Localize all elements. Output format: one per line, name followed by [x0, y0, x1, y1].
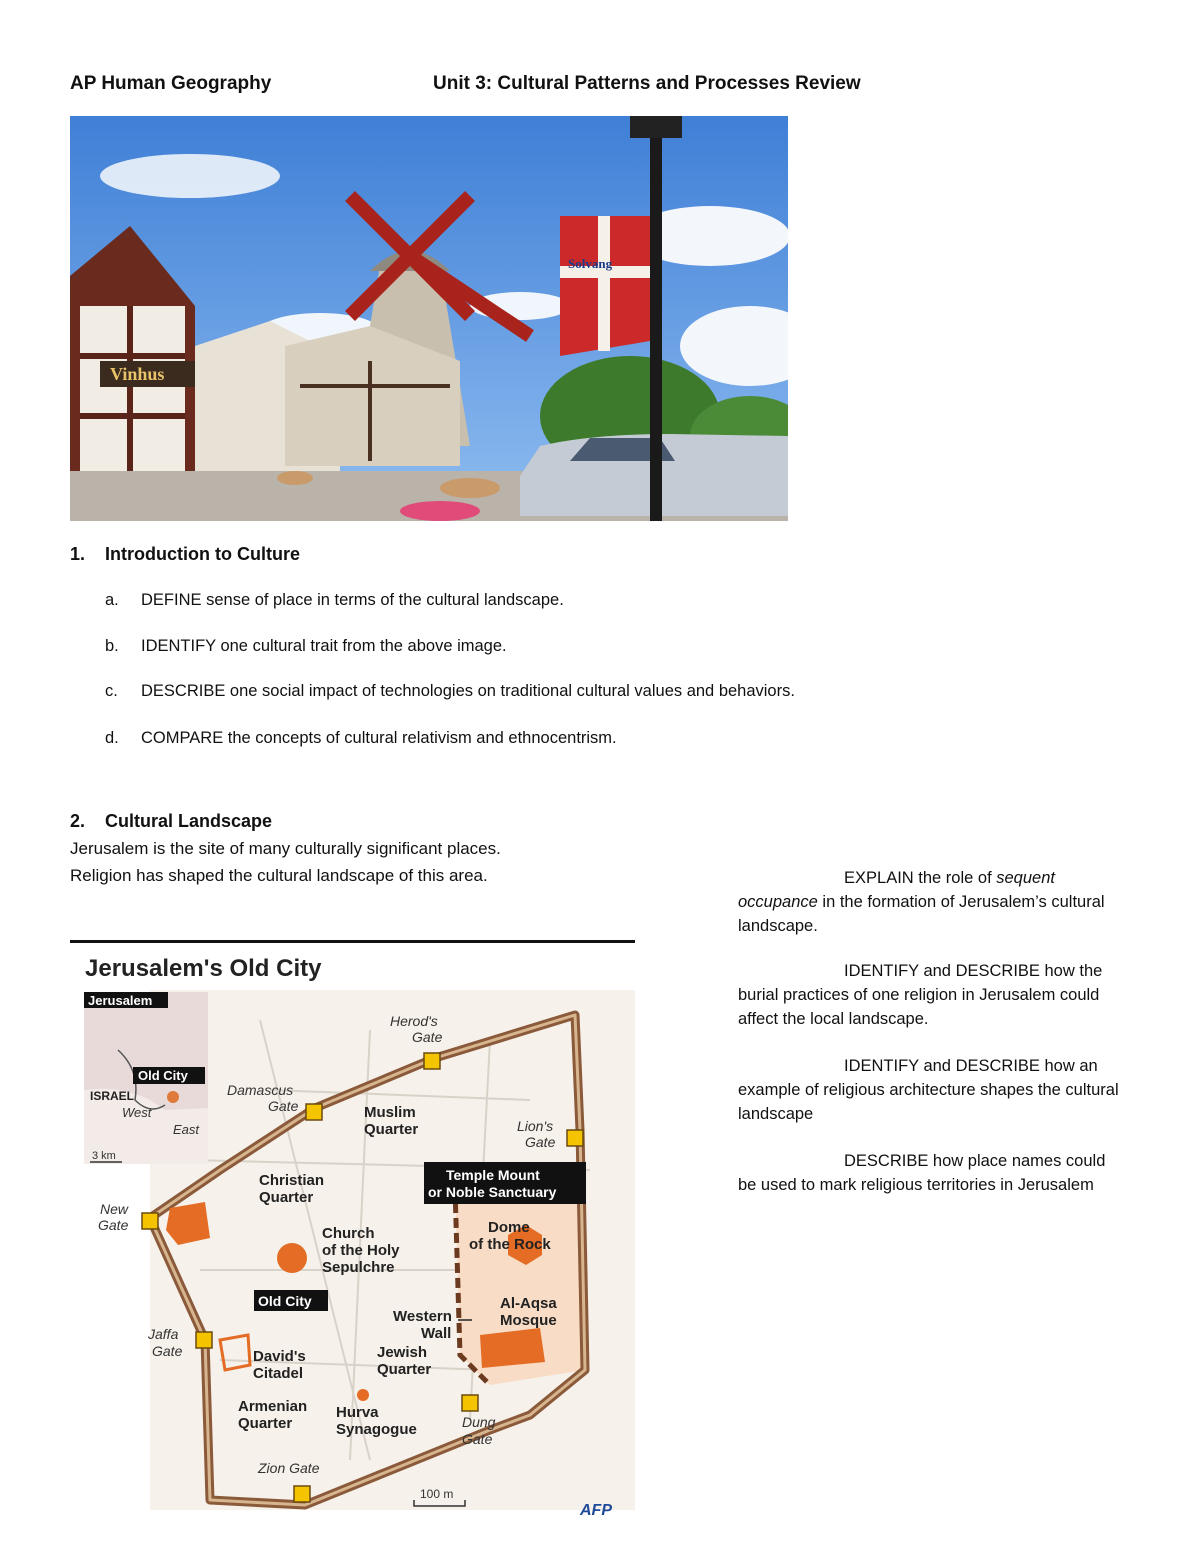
- prompt-burial-practices: [738, 959, 1123, 1031]
- prompt-emphasis: sequent occupance: [738, 869, 1055, 911]
- inset-label: Jerusalem: [88, 993, 153, 1008]
- afp-logo: AFP: [580, 1502, 612, 1519]
- solvang-photo: [70, 116, 788, 521]
- solvang-banner-text: Solvang: [568, 256, 613, 271]
- label-dome-1: Dome: [488, 1219, 530, 1236]
- label-church-2: of the Holy: [322, 1242, 400, 1259]
- section-1-item-c: [105, 682, 795, 701]
- prompt-sequent-occupance: [738, 866, 1123, 938]
- gate-lions: Lion's: [517, 1118, 554, 1134]
- label-western-1: Western: [393, 1308, 452, 1325]
- prompt-text: IDENTIFY and DESCRIBE how the burial practices of one religion in Jerusalem could affect the local landscape.: [738, 962, 1103, 1028]
- prompt-religious-architecture: [738, 1054, 1123, 1126]
- prompt-text: IDENTIFY and DESCRIBE how an example of religious architecture shapes the cultural landscape: [738, 1057, 1119, 1123]
- gate-jaffa: Jaffa: [148, 1326, 179, 1342]
- prompt-text: EXPLAIN the role of: [844, 869, 997, 887]
- section-2-number: 2.: [70, 811, 86, 831]
- gate-lions-2: Gate: [525, 1134, 556, 1150]
- gate-herods: Herod's: [390, 1013, 438, 1029]
- label-jewish-1: Jewish: [377, 1344, 428, 1361]
- item-text: DESCRIBE one social impact of technologies on traditional cultural values and behaviors.: [141, 682, 795, 700]
- label-armenian-1: Armenian: [238, 1398, 308, 1415]
- inset-israel: ISRAEL: [90, 1089, 135, 1103]
- label-noble-sanctuary: or Noble Sanctuary: [428, 1184, 557, 1200]
- label-alaqsa-2: Mosque: [500, 1312, 557, 1329]
- gate-damascus-2: Gate: [268, 1098, 299, 1114]
- label-hurva-1: Hurva: [336, 1404, 379, 1421]
- item-letter: d.: [105, 729, 119, 747]
- gate-new-2: Gate: [98, 1217, 129, 1233]
- label-temple-mount: Temple Mount: [446, 1167, 540, 1183]
- label-muslim-1: Muslim: [364, 1104, 416, 1121]
- inset-scale: 3 km: [92, 1150, 116, 1162]
- gate-dung-2: Gate: [462, 1431, 493, 1447]
- label-church-1: Church: [322, 1225, 375, 1242]
- item-letter: a.: [105, 591, 119, 609]
- course-title: AP Human Geography: [70, 73, 272, 94]
- label-davids-2: Citadel: [253, 1365, 304, 1382]
- vinhus-sign: Vinhus: [110, 364, 165, 384]
- prompt-text: DESCRIBE how place names could be used to mark religious territories in Jerusalem: [738, 1152, 1106, 1194]
- label-armenian-2: Quarter: [238, 1415, 293, 1432]
- inset-east: East: [173, 1122, 200, 1137]
- jerusalem-old-city-map: [70, 940, 640, 1520]
- map-scale: 100 m: [420, 1487, 454, 1501]
- map-graphic: [70, 940, 640, 1520]
- gate-dung: Dung: [462, 1414, 496, 1430]
- item-letter: b.: [105, 637, 119, 655]
- label-alaqsa-1: Al-Aqsa: [500, 1295, 557, 1312]
- inset-old-city: Old City: [138, 1068, 188, 1083]
- section-2-line-1: Jerusalem is the site of many culturally significant places.: [70, 839, 501, 858]
- label-dome-2: of the Rock: [469, 1236, 551, 1253]
- unit-title: Unit 3: Cultural Patterns and Processes Review: [433, 73, 861, 94]
- label-old-city: Old City: [258, 1293, 312, 1309]
- label-church-3: Sepulchre: [322, 1259, 395, 1276]
- prompt-text: in the formation of Jerusalem’s cultural landscape.: [738, 893, 1105, 935]
- section-2-line-2: Religion has shaped the cultural landscape of this area.: [70, 866, 488, 885]
- section-1-item-a: [105, 591, 564, 610]
- gate-damascus: Damascus: [227, 1082, 294, 1098]
- section-1-item-d: [105, 729, 617, 748]
- label-hurva-2: Synagogue: [336, 1421, 417, 1438]
- label-christian-2: Quarter: [259, 1189, 314, 1206]
- inset-west: West: [122, 1105, 152, 1120]
- gate-herods-2: Gate: [412, 1029, 443, 1045]
- item-letter: c.: [105, 682, 118, 700]
- section-1-title: Introduction to Culture: [105, 544, 300, 564]
- gate-jaffa-2: Gate: [152, 1343, 183, 1359]
- gate-zion: Zion Gate: [258, 1460, 320, 1476]
- item-text: COMPARE the concepts of cultural relativism and ethnocentrism.: [141, 729, 617, 747]
- section-2-title: Cultural Landscape: [105, 811, 273, 831]
- section-1-item-b: [105, 637, 507, 656]
- label-davids-1: David's: [253, 1348, 306, 1365]
- prompt-place-names: [738, 1149, 1123, 1197]
- label-western-2: Wall: [421, 1325, 452, 1342]
- section-1-number: 1.: [70, 544, 86, 564]
- label-muslim-2: Quarter: [364, 1121, 419, 1138]
- item-text: IDENTIFY one cultural trait from the above image.: [141, 637, 507, 655]
- map-title: Jerusalem's Old City: [85, 955, 322, 982]
- label-christian-1: Christian: [259, 1172, 325, 1189]
- gate-new: New: [100, 1201, 129, 1217]
- windmill-scene: [70, 116, 788, 521]
- item-text: DEFINE sense of place in terms of the cultural landscape.: [141, 591, 564, 609]
- label-jewish-2: Quarter: [377, 1361, 432, 1378]
